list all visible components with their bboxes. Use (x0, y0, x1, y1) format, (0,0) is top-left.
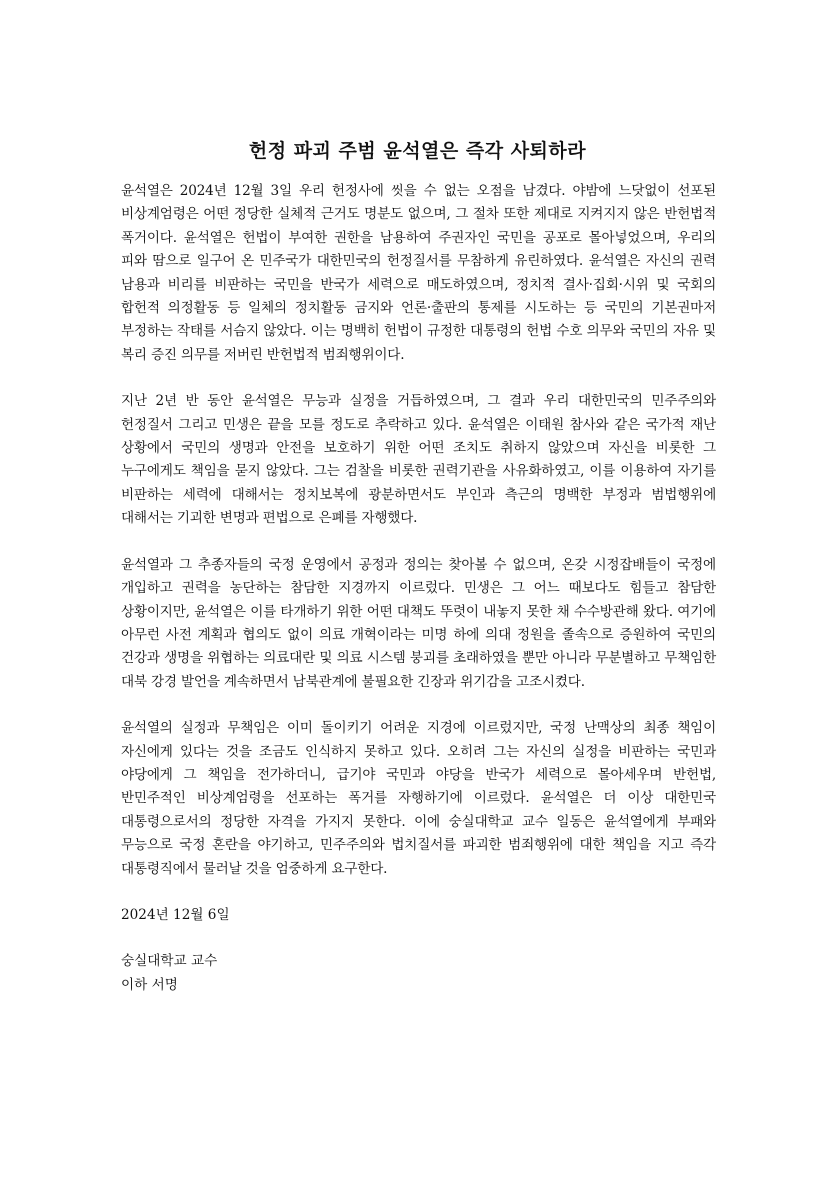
signature-names: 이하 서명 (121, 976, 178, 993)
signature-block (121, 950, 716, 997)
signature-org: 숭실대학교 교수 (121, 953, 218, 970)
paragraph-4: 윤석열의 실정과 무책임은 이미 돌이키기 어려운 지경에 이르렀지만, 국정 난맥상의 최종 책임이 자신에게 있다는 것을 조금도 인식하지 못하고 있다. 오히려 그는 자신의 실정을 비판하는 국민과 야당에게 그 책임을 전가하더니, 급기야 국민과 야당을 반국가 세력으로 몰아세우며 반헌법, 반민주적인 비상계엄령을 선포하는 폭거를 자행하기에 이르렀다. 윤석열은 더 이상 대한민국 대통령으로서의 정당한 자격을 가지지 못한다. 이에 숭실대학교 교수 일동은 윤석열에게 부패와 무능으로 국정 혼란을 야기하고, 민주주의와 법치질서를 파괴한 범죄행위에 대한 책임을 지고 즉각 대통령직에서 물러날 것을 엄중하게 요구한다. (121, 720, 716, 877)
paragraph-3: 윤석열과 그 추종자들의 국정 운영에서 공정과 정의는 찾아볼 수 없으며, 온갖 시정잡배들이 국정에 개입하고 권력을 농단하는 참담한 지경까지 이르렀다. 민생은 그 어느 때보다도 힘들고 참담한 상황이지만, 윤석열은 이를 타개하기 위한 어떤 대책도 뚜렷이 내놓지 못한 채 수수방관해 왔다. 여기에 아무런 사전 계획과 협의도 없이 의료 개혁이라는 미명 하에 의대 정원을 졸속으로 증원하여 국민의 건강과 생명을 위협하는 의료대란 및 의료 시스템 붕괴를 초래하였을 뿐만 아니라 무분별하고 무책임한 대북 강경 발언을 계속하면서 남북관계에 불필요한 긴장과 위기감을 고조시켰다. (121, 556, 716, 690)
paragraph-1: 윤석열은 2024년 12월 3일 우리 헌정사에 씻을 수 없는 오점을 남겼다. 야밤에 느닷없이 선포된 비상계엄령은 어떤 정당한 실체적 근거도 명분도 없으며, 그 절차 또한 제대로 지켜지지 않은 반헌법적 폭거이다. 윤석열은 헌법이 부여한 권한을 남용하여 주권자인 국민을 공포로 몰아넣었으며, 우리의 피와 땀으로 일구어 온 민주국가 대한민국의 헌정질서를 무참하게 유린하였다. 윤석열은 자신의 권력 남용과 비리를 비판하는 국민을 반국가 세력으로 매도하였으며, 정치적 결사·집회·시위 및 국회의 합헌적 의정활동 등 일체의 정치활동 금지와 언론·출판의 통제를 시도하는 등 국민의 기본권마저 부정하는 작태를 서슴지 않았다. 이는 명백히 헌법이 규정한 대통령의 헌법 수호 의무와 국민의 자유 및 복리 증진 의무를 저버린 반헌법적 범죄행위이다. (121, 183, 716, 363)
document-date: 2024년 12월 6일 (121, 906, 230, 923)
document-body (121, 180, 716, 997)
paragraph-2: 지난 2년 반 동안 윤석열은 무능과 실정을 거듭하였으며, 그 결과 우리 대한민국의 민주주의와 헌정질서 그리고 민생은 끝을 모를 정도로 추락하고 있다. 윤석열은 이태원 참사와 같은 국가적 재난 상황에서 국민의 생명과 안전을 보호하기 위한 어떤 조치도 취하지 않았으며 자신을 비롯한 그 누구에게도 책임을 묻지 않았다. 그는 검찰을 비롯한 권력기관을 사유화하였고, 이를 이용하여 자기를 비판하는 세력에 대해서는 정치보복에 광분하면서도 부인과 측근의 명백한 부정과 범법행위에 대해서는 기괴한 변명과 편법으로 은폐를 자행했다. (121, 393, 716, 527)
document-title: 헌정 파괴 주범 윤석열은 즉각 사퇴하라 (248, 140, 587, 162)
